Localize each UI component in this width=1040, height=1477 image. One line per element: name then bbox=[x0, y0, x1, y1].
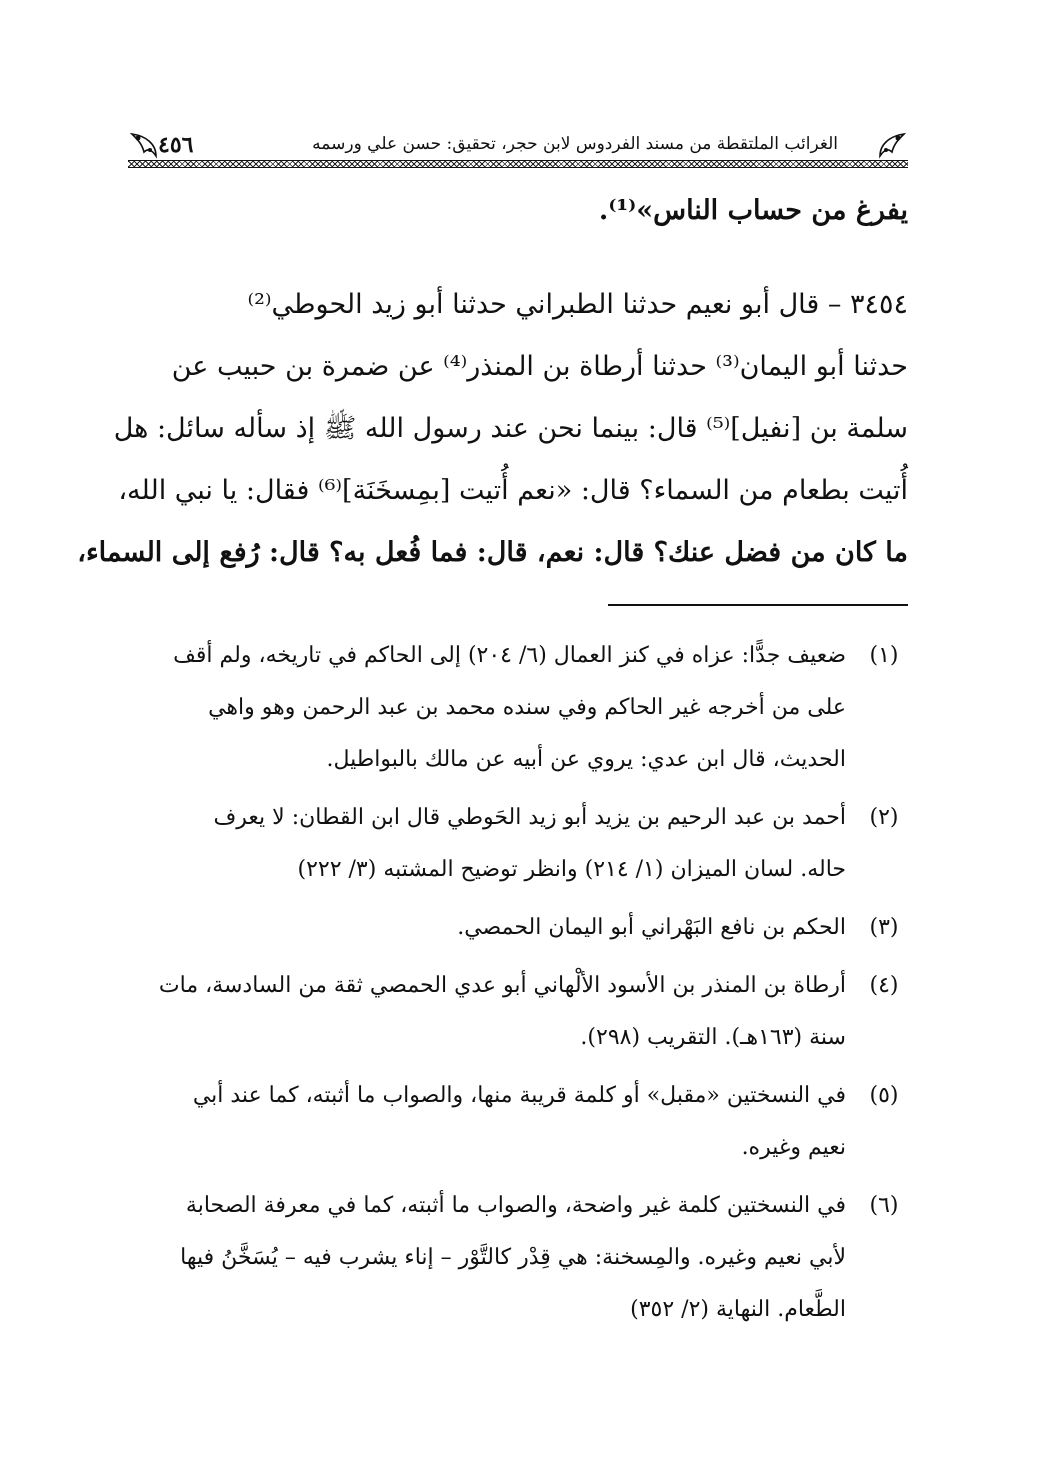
hadith-line: ما كان من فضل عنك؟ قال: نعم، قال: فما فُعل به؟ قال: رُفع إلى السماء، bbox=[77, 537, 908, 568]
footnote-line: ضعيف جدًّا: عزاه في كنز العمال (٦/ ٢٠٤) إلى الحاكم في تاريخه، ولم أقف bbox=[173, 643, 846, 668]
footnote-number: (٥) bbox=[869, 1083, 899, 1108]
footnote-line: أرطاة بن المنذر بن الأسود الألْهاني أبو عدي الحمصي ثقة من السادسة، مات bbox=[158, 973, 846, 998]
floral-ornament-icon bbox=[876, 130, 908, 160]
footnote-number: (٢) bbox=[869, 805, 899, 830]
hadith-line: حدثنا أبو اليمان⁽³⁾ حدثنا أرطاة بن المنذر⁽⁴⁾ عن ضمرة بن حبيب عن bbox=[171, 351, 908, 382]
footnote bbox=[128, 1070, 908, 1174]
footnote-separator bbox=[608, 604, 908, 606]
footnote-line: في النسختين كلمة غير واضحة، والصواب ما أثبته، كما في معرفة الصحابة bbox=[185, 1193, 846, 1218]
page-number: ٤٥٦ bbox=[158, 132, 194, 158]
hadith-line: ٣٤٥٤ – قال أبو نعيم حدثنا الطبراني حدثنا أبو زيد الحوطي⁽²⁾ bbox=[247, 289, 908, 320]
footnote-number: (٤) bbox=[869, 973, 899, 998]
footnote-line: أحمد بن عبد الرحيم بن يزيد أبو زيد الحَوطي قال ابن القطان: لا يعرف bbox=[213, 805, 846, 830]
running-header bbox=[128, 122, 908, 168]
footnote-line: سنة (١٦٣هـ). التقريب (٢٩٨). bbox=[580, 1025, 846, 1050]
footnote bbox=[128, 792, 908, 896]
footnote bbox=[128, 630, 908, 786]
footnote-line: الحديث، قال ابن عدي: يروي عن أبيه عن مالك بالبواطيل. bbox=[326, 747, 846, 772]
footnote-line: على من أخرجه غير الحاكم وفي سنده محمد بن عبد الرحمن وهو واهي bbox=[208, 695, 846, 720]
hadith-line: أُتيت بطعام من السماء؟ قال: «نعم أُتيت [بمِسخَنَة]⁽⁶⁾ فقال: يا نبي الله، bbox=[118, 475, 908, 506]
floral-ornament-icon bbox=[128, 130, 160, 160]
book-title: الغرائب الملتقطة من مسند الفردوس لابن حجر، تحقيق: حسن علي ورسمه bbox=[312, 134, 838, 154]
header-decorative-rule bbox=[128, 160, 908, 168]
footnote-number: (١) bbox=[869, 643, 899, 668]
hadith-line: سلمة بن [نفيل]⁽⁵⁾ قال: بينما نحن عند رسول الله ﷺ إذ سأله سائل: هل bbox=[113, 413, 908, 444]
text-line: يفرغ من حساب الناس»⁽¹⁾. bbox=[598, 195, 908, 226]
footnote-line: حاله. لسان الميزان (١/ ٢١٤) وانظر توضيح المشتبه (٣/ ٢٢٢) bbox=[297, 857, 846, 882]
footnote-line: لأبي نعيم وغيره. والمِسخنة: هي قِدْر كالتَّوْر – إناء يشرب فيه – يُسَخَّنُ فيها bbox=[180, 1245, 846, 1270]
footnote-number: (٣) bbox=[869, 915, 899, 940]
footnote-line: نعيم وغيره. bbox=[741, 1135, 846, 1160]
footnotes bbox=[128, 630, 908, 1342]
footnote-line: في النسختين «مقبل» أو كلمة قريبة منها، والصواب ما أثبته، كما عند أبي bbox=[192, 1083, 846, 1108]
footnote bbox=[128, 902, 908, 954]
footnote-line: الطَّعام. النهاية (٢/ ٣٥٢) bbox=[630, 1297, 846, 1322]
footnote-number: (٦) bbox=[869, 1193, 899, 1218]
main-text bbox=[77, 180, 908, 584]
footnote-line: الحكم بن نافع البَهْراني أبو اليمان الحمصي. bbox=[457, 915, 846, 940]
footnote bbox=[128, 1180, 908, 1336]
footnote bbox=[128, 960, 908, 1064]
